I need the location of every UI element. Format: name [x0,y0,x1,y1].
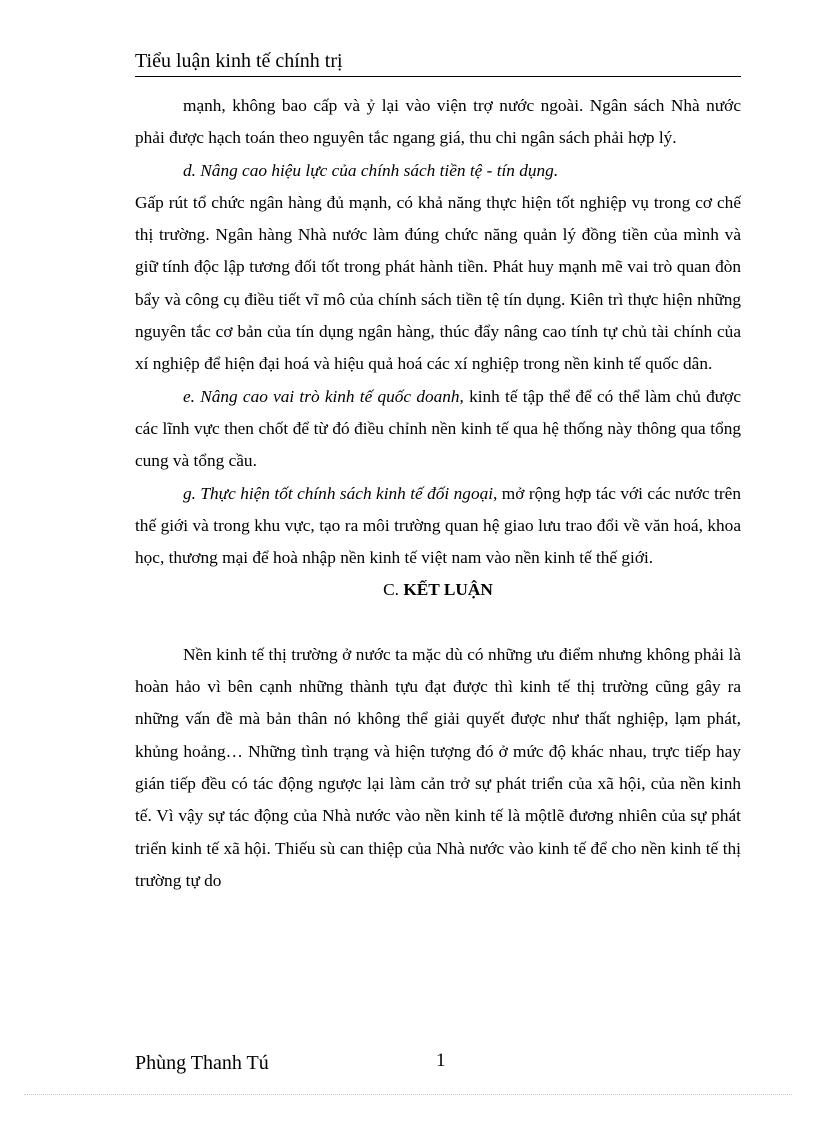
page-body [135,90,741,897]
paragraph-g-text: , mở rộng hợp tác với các nước trên thế giới và trong khu vực, tạo ra môi trường quan hệ giao lưu trao đổi về văn hoá, khoa học, thương mại để hoà nhập nền kinh tế việt nam vào nền kinh tế thế giới. [135,483,741,568]
section-prefix: C. [383,580,400,600]
spacer [135,607,741,639]
paragraph-conclusion: Nền kinh tế thị trường ở nước ta mặc dù có những ưu điểm nhưng không phải là hoàn hảo vì bên cạnh những thành tựu đạt được thì kinh tế thị trường cũng gây ra những vấn đề mà bản thân nó không thể giải quyết được như thất nghiệp, lạm phát, khủng hoảng… Những tình trạng và hiện tượng đó ở mức độ khác nhau, trực tiếp hay gián tiếp đều có tác động ngược lại làm cản trở sự phát triển của xã hội, của nền kinh tế. Vì vậy sự tác động của Nhà nước vào nền kinh tế là mộtlẽ đương nhiên của sự phát triển kinh tế xã hội. Thiếu sù can thiệp của Nhà nước vào kinh tế để cho nền kinh tế thị trường tự do [135,644,741,890]
paragraph-credit-policy: Gấp rút tổ chức ngân hàng đủ mạnh, có khả năng thực hiện tốt nghiệp vụ trong cơ chế thị trường. Ngân hàng Nhà nước làm đúng chức năng quản lý đồng tiền của mình và giữ tính độc lập tương đối tốt trong phát hành tiền. Phát huy mạnh mẽ vai trò quan đòn bẩy và công cụ điều tiết vĩ mô của chính sách tiền tệ tín dụng. Kiên trì thực hiện những nguyên tắc cơ bản của tín dụng ngân hàng, thúc đẩy nâng cao tính tự chủ tài chính của xí nghiệp để hiện đại hoá và hiệu quả hoá các xí nghiệp trong nền kinh tế quốc dân. [135,192,741,374]
paragraph-e [135,381,741,478]
section-title: KẾT LUẬN [403,580,493,600]
paragraph-e-text: , kinh tế tập thể để có thể làm chủ được các lĩnh vực then chốt để từ đó điều chỉnh nền kinh tế qua hệ thống này thông qua tổng cung và tổng cầu. [135,386,741,471]
page-bottom-divider [24,1094,792,1095]
subheading-e-text: e. Nâng cao vai trò kinh tế quốc doanh [183,386,460,406]
footer-author: Phùng Thanh Tú [135,1052,269,1074]
section-heading-conclusion [135,574,741,606]
header-title: Tiểu luận kinh tế chính trị [135,50,343,72]
page-number: 1 [436,1050,446,1071]
subheading-d [135,155,741,187]
subheading-g-text: g. Thực hiện tốt chính sách kinh tế đối ngoại [183,483,494,503]
subheading-d-text: d. Nâng cao hiệu lực của chính sách tiền tệ - tín dụng. [183,160,559,180]
paragraph-g [135,478,741,575]
paragraph-budget: mạnh, không bao cấp và ỷ lại vào viện trợ nước ngoài. Ngân sách Nhà nước phải được hạch toán theo nguyên tắc ngang giá, thu chi ngân sách phải hợp lý. [135,96,741,148]
page-header [135,48,741,77]
